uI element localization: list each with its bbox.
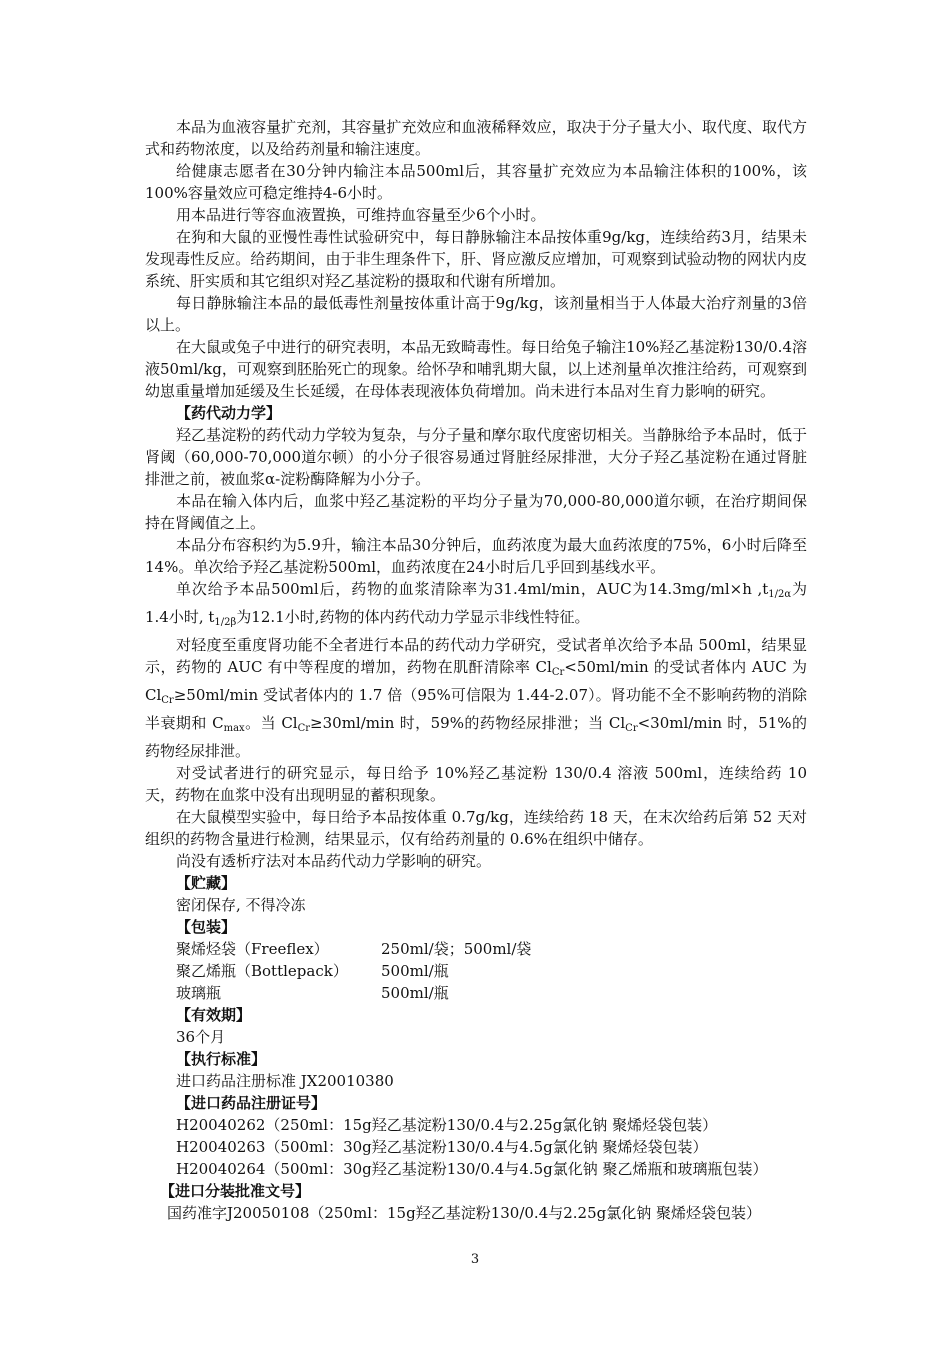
approval-text: 国药准字J20050108（250ml：15g羟乙基淀粉130/0.4与2.25g氯化钠 聚烯烃袋包装） — [167, 1204, 762, 1222]
registration-item: H20040263（500ml：30g羟乙基淀粉130/0.4与4.5g氯化钠 聚烯烃袋包装） — [176, 1138, 708, 1156]
registration-item: H20040264（500ml：30g羟乙基淀粉130/0.4与4.5g氯化钠 聚乙烯瓶和玻璃瓶包装） — [176, 1160, 768, 1178]
paragraph: 本品为血液容量扩充剂，其容量扩充效应和血液稀释效应，取决于分子量大小、取代度、取代方式和药物浓度，以及给药剂量和输注速度。 — [145, 118, 807, 158]
text-run: 为1.4小时, t — [145, 580, 807, 626]
standard-text: 进口药品注册标准 JX20010380 — [176, 1072, 394, 1090]
subscript: max — [223, 723, 245, 734]
package-name: 玻璃瓶 — [176, 984, 222, 1002]
section-heading-registration: 【进口药品注册证号】 — [176, 1094, 327, 1112]
section-heading-package: 【包装】 — [176, 918, 237, 936]
paragraph: 对受试者进行的研究显示，每日给予 10%羟乙基淀粉 130/0.4 溶液 500ml，连续给药 10 天，药物在血浆中没有出现明显的蓄积现象。 — [145, 764, 807, 804]
paragraph: 每日静脉输注本品的最低毒性剂量按体重计高于9g/kg，该剂量相当于人体最大治疗剂量的3倍以上。 — [145, 294, 807, 334]
text-run: ≥50ml/min 受试者体内的 1.7 倍（95%可信限为 1.44-2.07）。肾功能不全不影响药物的消除半衰期和 C — [145, 686, 807, 732]
section-heading-pharmacokinetics: 【药代动力学】 — [176, 404, 282, 422]
subscript: 1/2α — [768, 589, 792, 600]
subscript: 1/2β — [214, 617, 237, 628]
subscript: Cr — [551, 667, 565, 678]
section-heading-standard: 【执行标准】 — [176, 1050, 267, 1068]
text-run: 。当 Cl — [244, 714, 298, 732]
text-run: 对轻度至重度肾功能不全者进行本品的药代动力学研究，受试者单次给予本品 500ml，结果显示，药物的 AUC 有中等程度的增加，药物在肌酐清除率 Cl — [145, 636, 807, 676]
text-run: <30ml/min 时，51%的药物经尿排泄。 — [145, 714, 807, 760]
section-heading-expiry: 【有效期】 — [176, 1006, 252, 1024]
package-row — [145, 982, 807, 1004]
package-name: 聚乙烯瓶（Bottlepack） — [176, 962, 348, 980]
registration-item: H20040262（250ml：15g羟乙基淀粉130/0.4与2.25g氯化钠 聚烯烃袋包装） — [176, 1116, 718, 1134]
section-heading-approval: 【进口分装批准文号】 — [160, 1182, 311, 1200]
package-spec: 500ml/瓶 — [381, 962, 449, 980]
paragraph: 在大鼠模型实验中，每日给予本品按体重 0.7g/kg，连续给药 18 天，在末次给药后第 52 天对组织的药物含量进行检测，结果显示，仅有给药剂量的 0.6%在组织中储存。 — [145, 808, 807, 848]
paragraph: 本品在输入体内后，血浆中羟乙基淀粉的平均分子量为70,000-80,000道尔顿，在治疗期间保持在肾阈值之上。 — [145, 492, 807, 532]
storage-text: 密闭保存, 不得冷冻 — [176, 896, 306, 914]
paragraph: 羟乙基淀粉的药代动力学较为复杂，与分子量和摩尔取代度密切相关。当静脉给予本品时，低于肾阈（60,000-70,000道尔顿）的小分子很容易通过肾脏经尿排泄，大分子羟乙基淀粉在通过肾脏排泄之前，被血浆α-淀粉酶降解为小分子。 — [145, 426, 807, 488]
package-spec: 500ml/瓶 — [381, 984, 449, 1002]
text-run: <50ml/min 的受试者体内 AUC 为 Cl — [145, 658, 807, 704]
paragraph: 尚没有透析疗法对本品药代动力学影响的研究。 — [176, 852, 492, 870]
paragraph: 在狗和大鼠的亚慢性毒性试验研究中，每日静脉输注本品按体重9g/kg，连续给药3月，结果未发现毒性反应。给药期间，由于非生理条件下，肝、肾应激反应增加，可观察到试验动物的网状内皮系统、肝实质和其它组织对羟乙基淀粉的摄取和代谢有所增加。 — [145, 228, 807, 290]
paragraph: 用本品进行等容血液置换，可维持血容量至少6个小时。 — [176, 206, 546, 224]
paragraph: 给健康志愿者在30分钟内输注本品500ml后，其容量扩充效应为本品输注体积的100%，该100%容量效应可稳定维持4-6小时。 — [145, 162, 807, 202]
text-run: ≥30ml/min 时，59%的药物经尿排泄；当 Cl — [310, 714, 626, 732]
text-run: 单次给予本品500ml后，药物的血浆清除率为31.4ml/min，AUC为14.3mg/ml×h ,t — [176, 580, 769, 598]
page-content — [145, 116, 807, 1224]
subscript: Cr — [625, 723, 638, 734]
paragraph-renal — [145, 634, 807, 762]
paragraph: 本品分布容积约为5.9升，输注本品30分钟后，血药浓度为最大血药浓度的75%，6小时后降至14%。单次给予羟乙基淀粉500ml，血药浓度在24小时后几乎回到基线水平。 — [145, 536, 807, 576]
subscript: Cr — [297, 723, 311, 734]
package-spec: 250ml/袋；500ml/袋 — [381, 940, 532, 958]
package-name: 聚烯烃袋（Freeflex） — [176, 940, 329, 958]
paragraph: 在大鼠或兔子中进行的研究表明，本品无致畸毒性。每日给兔子输注10%羟乙基淀粉130/0.4溶液50ml/kg，可观察到胚胎死亡的现象。给怀孕和哺乳期大鼠，以上述剂量单次推注给药，可观察到幼崽重量增加延缓及生长延缓，在母体表现液体负荷增加。尚未进行本品对生育力影响的研究。 — [145, 338, 807, 400]
expiry-text: 36个月 — [176, 1028, 226, 1046]
text-run: 为12.1小时,药物的体内药代动力学显示非线性特征。 — [236, 608, 590, 626]
package-row — [145, 960, 807, 982]
package-row — [145, 938, 807, 960]
section-heading-storage: 【贮藏】 — [176, 874, 237, 892]
subscript: Cr — [161, 695, 174, 706]
paragraph-clearance — [145, 578, 807, 634]
page-number: 3 — [470, 1252, 480, 1267]
